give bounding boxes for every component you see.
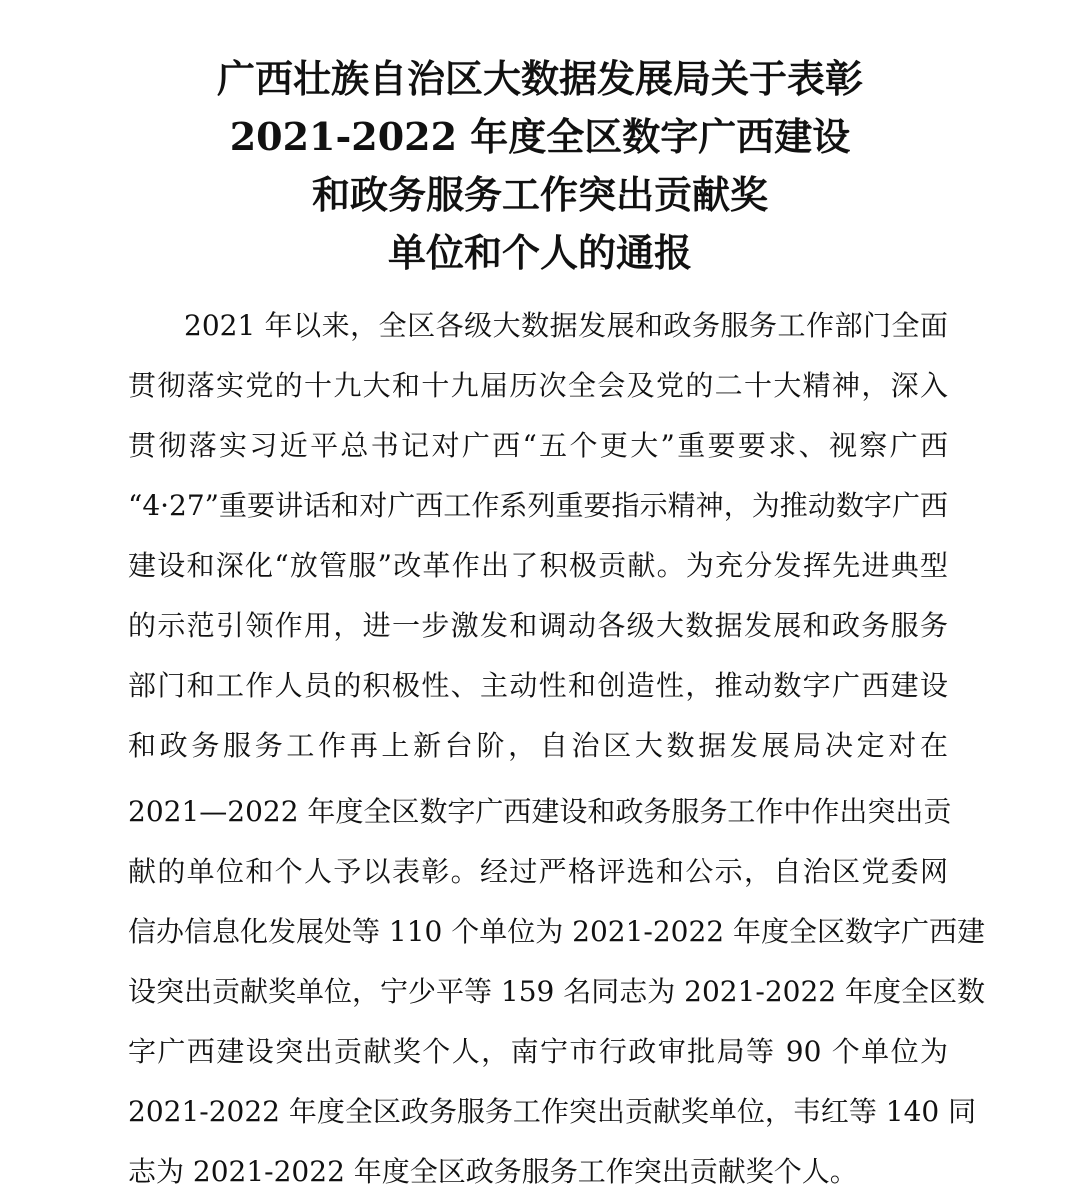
body-line-3: 贯彻落实习近平总书记对广西“五个更大”重要要求、视察广西 (128, 429, 948, 462)
body-line-7: 部门和工作人员的积极性、主动性和创造性，推动数字广西建设 (128, 669, 948, 702)
body-line-15: 志为 2021-2022 年度全区政务服务工作突出贡献奖个人。 (128, 1155, 858, 1188)
document-title (0, 50, 1080, 282)
body-line-12: 设突出贡献奖单位，宁少平等 159 名同志为 2021-2022 年度全区数 (128, 975, 986, 1008)
title-line-2: 2021-2022 年度全区数字广西建设 (229, 114, 851, 159)
body-line-4: “4·27”重要讲话和对广西工作系列重要指示精神，为推动数字广西 (128, 489, 948, 522)
body-line-9: 2021—2022 年度全区数字广西建设和政务服务工作中作出突出贡 (128, 795, 952, 828)
body-line-10: 献的单位和个人予以表彰。经过严格评选和公示，自治区党委网 (128, 855, 948, 888)
body-line-14: 2021-2022 年度全区政务服务工作突出贡献奖单位，韦红等 140 同 (128, 1095, 977, 1128)
title-line-3: 和政务服务工作突出贡献奖 (311, 172, 768, 217)
title-line-1: 广西壮族自治区大数据发展局关于表彰 (216, 56, 863, 101)
body-line-2: 贯彻落实党的十九大和十九届历次全会及党的二十大精神，深入 (128, 369, 948, 402)
title-line-4: 单位和个人的通报 (387, 230, 692, 275)
body-paragraph (128, 296, 986, 1202)
body-line-6: 的示范引领作用，进一步激发和调动各级大数据发展和政务服务 (128, 609, 948, 642)
body-line-5: 建设和深化“放管服”改革作出了积极贡献。为充分发挥先进典型 (128, 549, 948, 582)
body-line-11: 信办信息化发展处等 110 个单位为 2021-2022 年度全区数字广西建 (128, 915, 986, 948)
body-line-13: 字广西建设突出贡献奖个人，南宁市行政审批局等 90 个单位为 (128, 1035, 948, 1068)
body-line-8: 和政务服务工作再上新台阶，自治区大数据发展局决定对在 (128, 729, 948, 762)
body-line-1: 2021 年以来，全区各级大数据发展和政务服务工作部门全面 (184, 309, 948, 342)
